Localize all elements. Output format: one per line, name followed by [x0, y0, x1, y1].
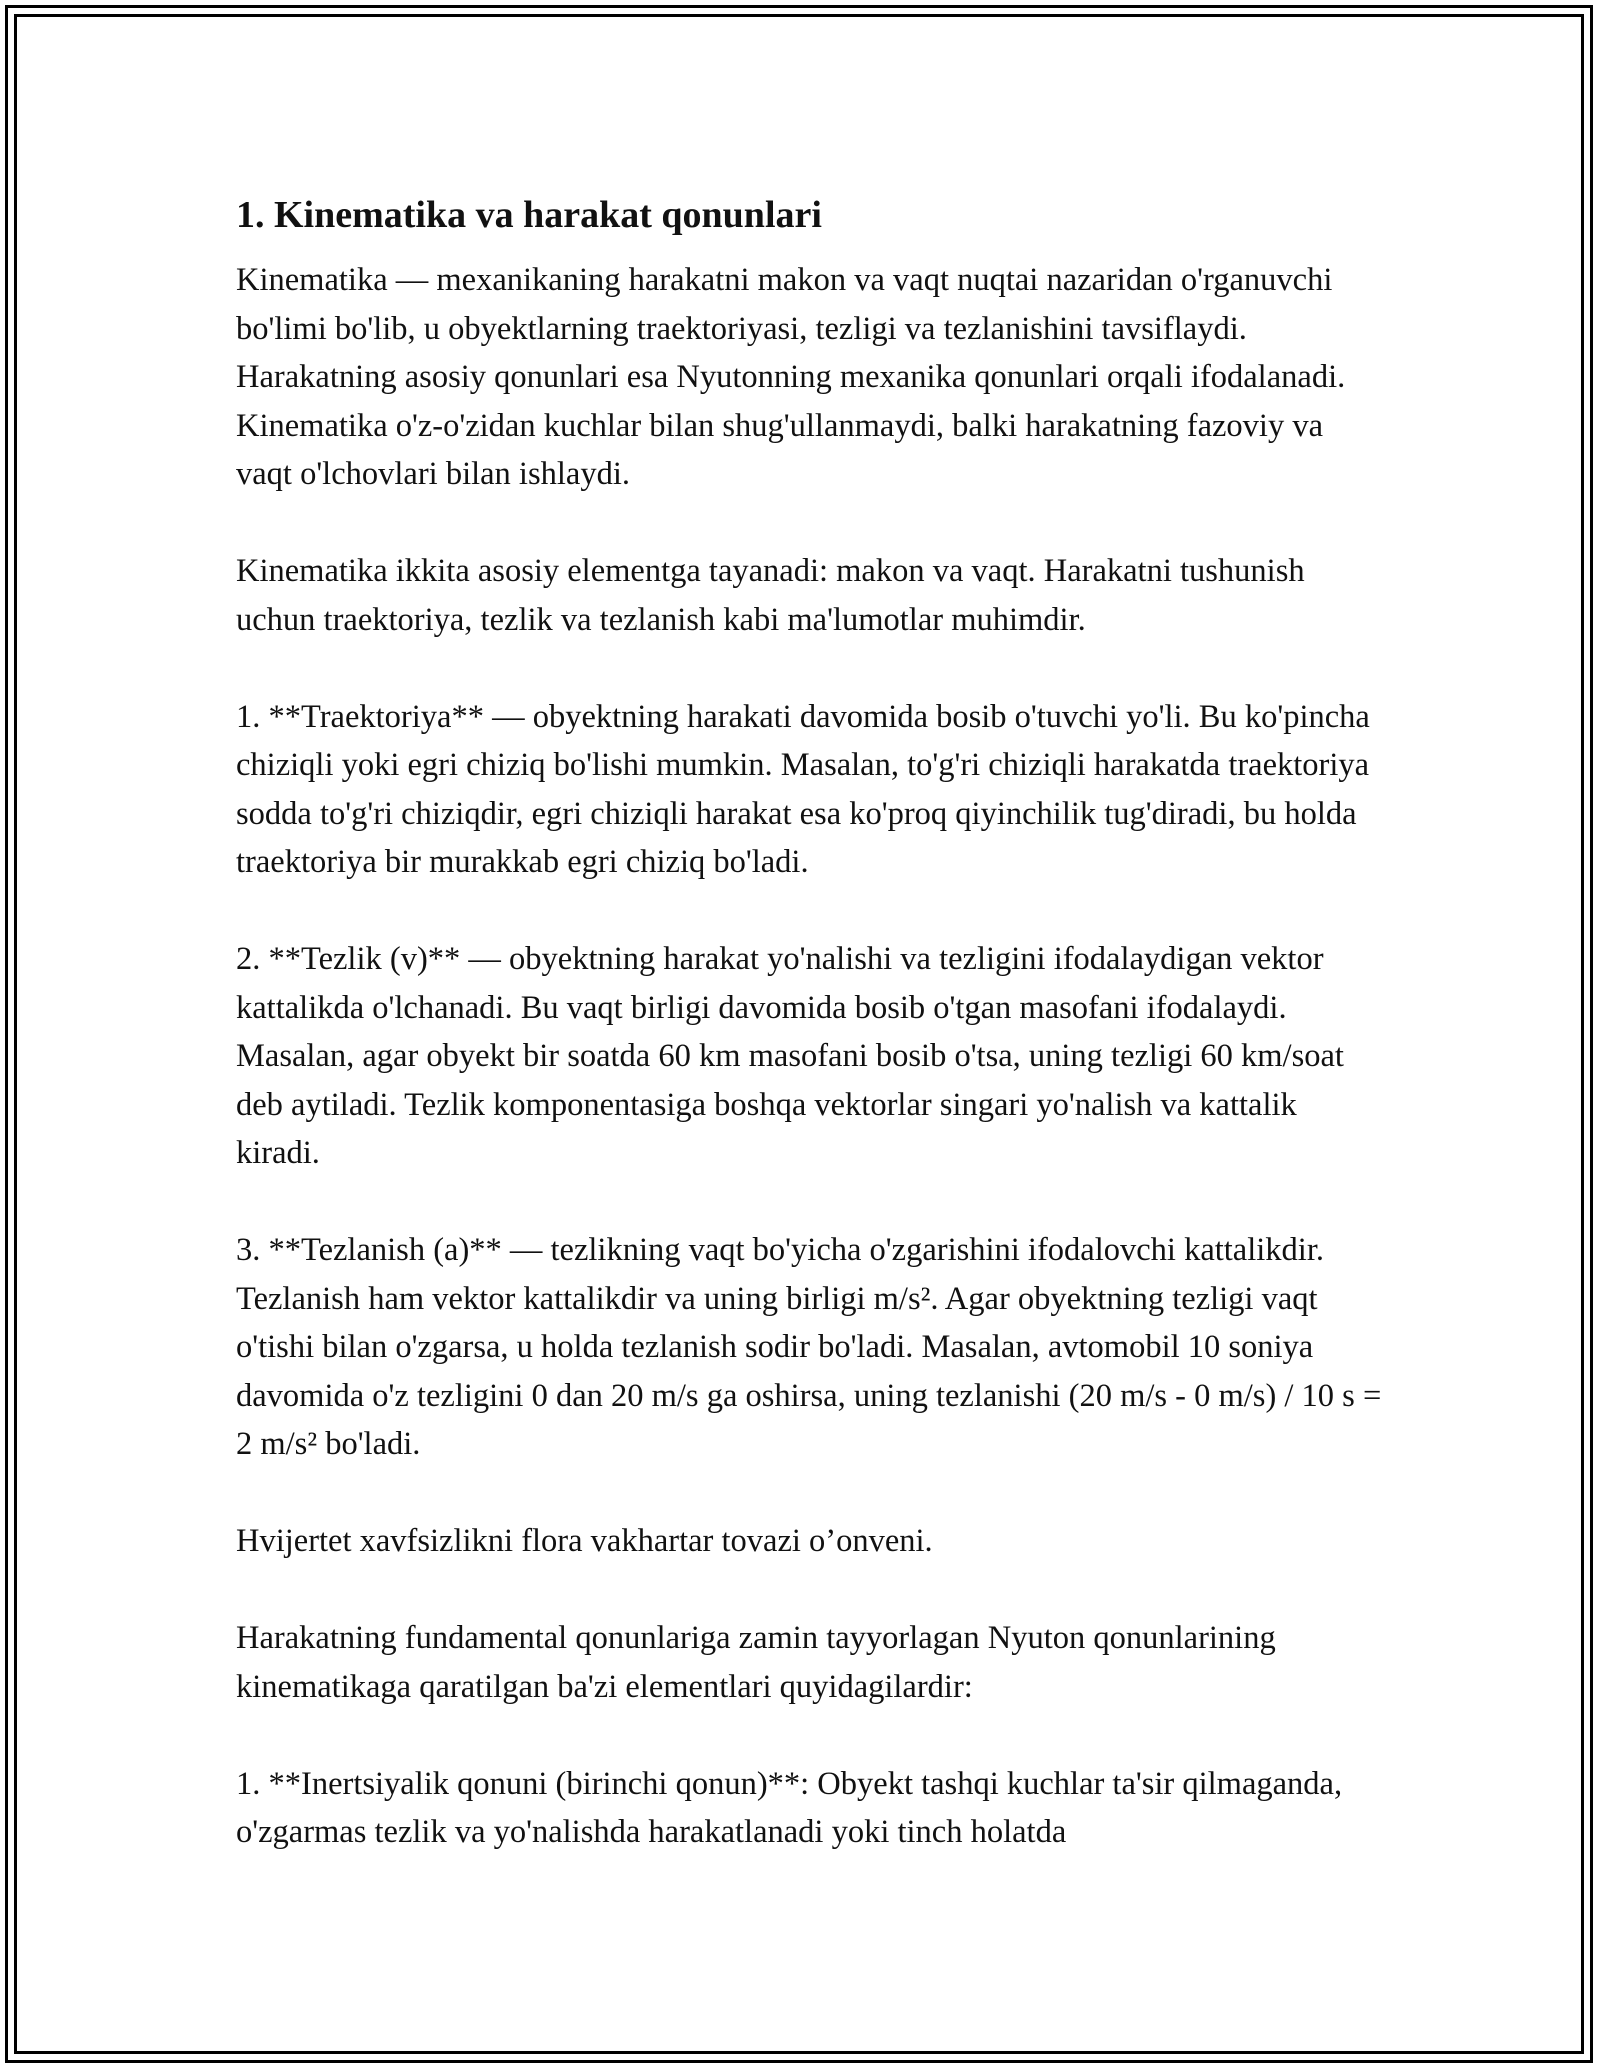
paragraph-velocity: 2. **Tezlik (v)** — obyektning harakat yo'nalishi va tezligini ifodalaydigan vektor kattalikda o'lchanadi. Bu vaqt birligi davomida bosib o'tgan masofani ifodalaydi. Masalan, agar obyekt bir soatda 60 km masofani bosib o'tsa, uning tezligi 60 km/soat deb aytiladi. Tezlik komponentasiga boshqa vektorlar singari yo'nalish va kattalik kiradi.: [236, 941, 1344, 1171]
document-body: [236, 186, 1386, 1905]
paragraph-intro: Kinematika — mexanikaning harakatni makon va vaqt nuqtai nazaridan o'rganuvchi bo'limi bo'lib, u obyektlarning traektoriyasi, tezligi va tezlanishini tavsiflaydi. Harakatning asosiy qonunlari esa Nyutonning mexanika qonunlari orqali ifodalanadi. Kinematika o'z-o'zidan kuchlar bilan shug'ullanmaydi, balki harakatning fazoviy va vaqt o'lchovlari bilan ishlaydi.: [236, 262, 1346, 492]
paragraph-trajectory: 1. **Traektoriya** — obyektning harakati davomida bosib o'tuvchi yo'li. Bu ko'pincha chiziqli yoki egri chiziq bo'lishi mumkin. Masalan, to'g'ri chiziqli harakatda traektoriya sodda to'g'ri chiziqdir, egri chiziqli harakat esa ko'proq qiyinchilik tug'diradi, bu holda traektoriya bir murakkab egri chiziq bo'ladi.: [236, 698, 1370, 880]
paragraph-first-law: 1. **Inertsiyalik qonuni (birinchi qonun)**: Obyekt tashqi kuchlar ta'sir qilmaganda, o'zgarmas tezlik va yo'nalishda harakatlanadi yoki tinch holatda: [236, 1765, 1343, 1850]
paragraph-elements: Kinematika ikkita asosiy elementga tayanadi: makon va vaqt. Harakatni tushunish uchun traektoriya, tezlik va tezlanish kabi ma'lumotlar muhimdir.: [236, 553, 1305, 638]
paragraph-noise: Hvijertet xavfsizlikni flora vakhartar tovazi o’onveni.: [236, 1523, 933, 1559]
paragraph-newton-intro: Harakatning fundamental qonunlariga zamin tayyorlagan Nyuton qonunlarining kinematikaga qaratilgan ba'zi elementlari quyidagilardir:: [236, 1620, 1276, 1705]
paragraph-acceleration: 3. **Tezlanish (a)** — tezlikning vaqt bo'yicha o'zgarishini ifodalovchi kattalikdir. Tezlanish ham vektor kattalikdir va uning birligi m/s². Agar obyektning tezligi vaqt o'tishi bilan o'zgarsa, u holda tezlanish sodir bo'ladi. Masalan, avtomobil 10 soniya davomida o'z tezligini 0 dan 20 m/s ga oshirsa, uning tezlanishi (20 m/s - 0 m/s) / 10 s = 2 m/s² bo'ladi.: [236, 1232, 1382, 1462]
section-heading: 1. Kinematika va harakat qonunlari: [236, 194, 822, 236]
